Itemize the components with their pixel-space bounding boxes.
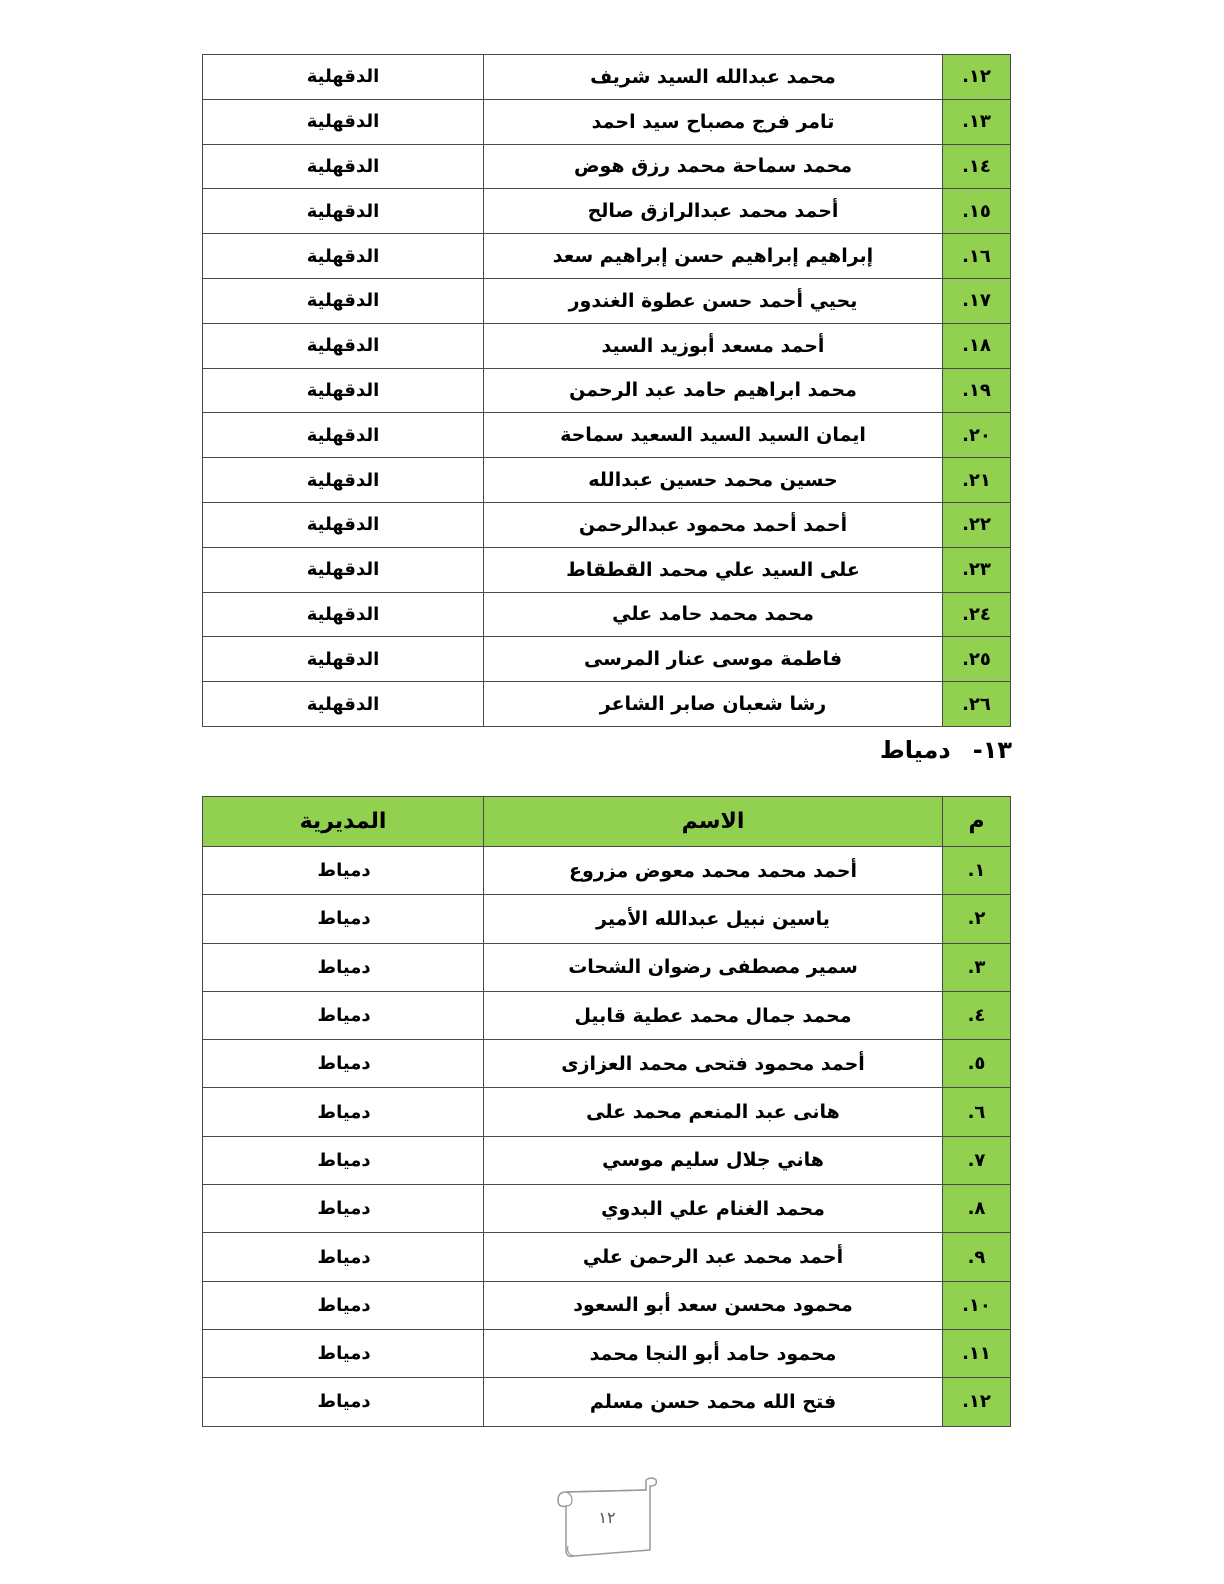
person-name: فتح الله محمد حسن مسلم	[484, 1378, 943, 1426]
table-row	[203, 1040, 1011, 1088]
row-number: ١٥.	[943, 189, 1011, 234]
damietta-table	[202, 796, 1011, 1427]
person-name: رشا شعبان صابر الشاعر	[484, 682, 943, 727]
table-row	[203, 189, 1011, 234]
directorate-name: الدقهلية	[203, 189, 484, 234]
table-row	[203, 55, 1011, 100]
directorate-name: الدقهلية	[203, 458, 484, 503]
row-number: ١٩.	[943, 368, 1011, 413]
directorate-name: دمياط	[203, 1233, 484, 1281]
row-number: ١٢.	[943, 55, 1011, 100]
dakahlia-table	[202, 54, 1011, 727]
table-row	[203, 847, 1011, 895]
row-number: ٧.	[943, 1136, 1011, 1184]
row-number: ٩.	[943, 1233, 1011, 1281]
section-title: دمياط	[879, 736, 951, 764]
table-row	[203, 234, 1011, 279]
directorate-name: دمياط	[203, 1088, 484, 1136]
person-name: محمود محسن سعد أبو السعود	[484, 1281, 943, 1329]
table-row	[203, 637, 1011, 682]
person-name: محمد جمال محمد عطية قابيل	[484, 991, 943, 1039]
directorate-name: الدقهلية	[203, 234, 484, 279]
directorate-name: دمياط	[203, 1040, 484, 1088]
table-row	[203, 323, 1011, 368]
table-row	[203, 458, 1011, 503]
person-name: حسين محمد حسين عبدالله	[484, 458, 943, 503]
person-name: إبراهيم إبراهيم حسن إبراهيم سعد	[484, 234, 943, 279]
table-row	[203, 547, 1011, 592]
directorate-name: الدقهلية	[203, 278, 484, 323]
person-name: على السيد علي محمد القطقاط	[484, 547, 943, 592]
person-name: أحمد أحمد محمود عبدالرحمن	[484, 502, 943, 547]
row-number: ١٤.	[943, 144, 1011, 189]
table-row	[203, 1378, 1011, 1426]
person-name: فاطمة موسى عنار المرسى	[484, 637, 943, 682]
directorate-name: دمياط	[203, 943, 484, 991]
person-name: محمد ابراهيم حامد عبد الرحمن	[484, 368, 943, 413]
table-row	[203, 1088, 1011, 1136]
person-name: أحمد محمد عبد الرحمن علي	[484, 1233, 943, 1281]
row-number: ١٦.	[943, 234, 1011, 279]
row-number: ٨.	[943, 1185, 1011, 1233]
person-name: أحمد مسعد أبوزيد السيد	[484, 323, 943, 368]
table-row	[203, 592, 1011, 637]
row-number: ١٠.	[943, 1281, 1011, 1329]
row-number: ٢٠.	[943, 413, 1011, 458]
section-heading	[880, 736, 1012, 764]
header-directorate: المديرية	[203, 797, 484, 847]
person-name: محمد محمد حامد علي	[484, 592, 943, 637]
table-row	[203, 943, 1011, 991]
table-row	[203, 1281, 1011, 1329]
table-row	[203, 278, 1011, 323]
row-number: ٢٢.	[943, 502, 1011, 547]
table-row	[203, 368, 1011, 413]
directorate-name: دمياط	[203, 1281, 484, 1329]
person-name: محمد سماحة محمد رزق هوض	[484, 144, 943, 189]
person-name: يحيي أحمد حسن عطوة الغندور	[484, 278, 943, 323]
table-row	[203, 1329, 1011, 1377]
table-row	[203, 682, 1011, 727]
row-number: ١٧.	[943, 278, 1011, 323]
person-name: أحمد محمد عبدالرازق صالح	[484, 189, 943, 234]
page-number-scroll	[552, 1476, 662, 1560]
person-name: محمد الغنام علي البدوي	[484, 1185, 943, 1233]
directorate-name: الدقهلية	[203, 99, 484, 144]
row-number: ١.	[943, 847, 1011, 895]
table-row	[203, 895, 1011, 943]
row-number: ٣.	[943, 943, 1011, 991]
directorate-name: دمياط	[203, 847, 484, 895]
person-name: هاني جلال سليم موسي	[484, 1136, 943, 1184]
row-number: ١٢.	[943, 1378, 1011, 1426]
page-number: ١٢	[598, 1508, 616, 1527]
person-name: ايمان السيد السيد السعيد سماحة	[484, 413, 943, 458]
directorate-name: دمياط	[203, 1378, 484, 1426]
person-name: سمير مصطفى رضوان الشحات	[484, 943, 943, 991]
table-row	[203, 1185, 1011, 1233]
table-row	[203, 991, 1011, 1039]
person-name: أحمد محمود فتحى محمد العزازى	[484, 1040, 943, 1088]
directorate-name: الدقهلية	[203, 502, 484, 547]
table-row	[203, 144, 1011, 189]
person-name: أحمد محمد محمد معوض مزروع	[484, 847, 943, 895]
row-number: ١٨.	[943, 323, 1011, 368]
directorate-name: دمياط	[203, 1329, 484, 1377]
directorate-name: دمياط	[203, 895, 484, 943]
header-num: م	[943, 797, 1011, 847]
person-name: هانى عبد المنعم محمد على	[484, 1088, 943, 1136]
directorate-name: دمياط	[203, 1185, 484, 1233]
table-row	[203, 1136, 1011, 1184]
directorate-name: الدقهلية	[203, 144, 484, 189]
directorate-name: الدقهلية	[203, 368, 484, 413]
row-number: ٢٣.	[943, 547, 1011, 592]
directorate-name: الدقهلية	[203, 55, 484, 100]
row-number: ٢٤.	[943, 592, 1011, 637]
directorate-name: دمياط	[203, 1136, 484, 1184]
directorate-name: الدقهلية	[203, 637, 484, 682]
row-number: ٤.	[943, 991, 1011, 1039]
directorate-name: الدقهلية	[203, 547, 484, 592]
row-number: ٢٦.	[943, 682, 1011, 727]
row-number: ٥.	[943, 1040, 1011, 1088]
row-number: ٢.	[943, 895, 1011, 943]
directorate-name: الدقهلية	[203, 592, 484, 637]
table-row	[203, 413, 1011, 458]
directorate-name: دمياط	[203, 991, 484, 1039]
table-row	[203, 1233, 1011, 1281]
row-number: ١٣.	[943, 99, 1011, 144]
row-number: ٢١.	[943, 458, 1011, 503]
row-number: ١١.	[943, 1329, 1011, 1377]
table-row	[203, 99, 1011, 144]
directorate-name: الدقهلية	[203, 682, 484, 727]
person-name: محمود حامد أبو النجا محمد	[484, 1329, 943, 1377]
person-name: ياسين نبيل عبدالله الأمير	[484, 895, 943, 943]
row-number: ٦.	[943, 1088, 1011, 1136]
directorate-name: الدقهلية	[203, 323, 484, 368]
table-header-row	[203, 797, 1011, 847]
section-number: ١٣-	[972, 736, 1012, 764]
person-name: محمد عبدالله السيد شريف	[484, 55, 943, 100]
table-row	[203, 502, 1011, 547]
header-name: الاسم	[484, 797, 943, 847]
directorate-name: الدقهلية	[203, 413, 484, 458]
row-number: ٢٥.	[943, 637, 1011, 682]
person-name: تامر فرج مصباح سيد احمد	[484, 99, 943, 144]
